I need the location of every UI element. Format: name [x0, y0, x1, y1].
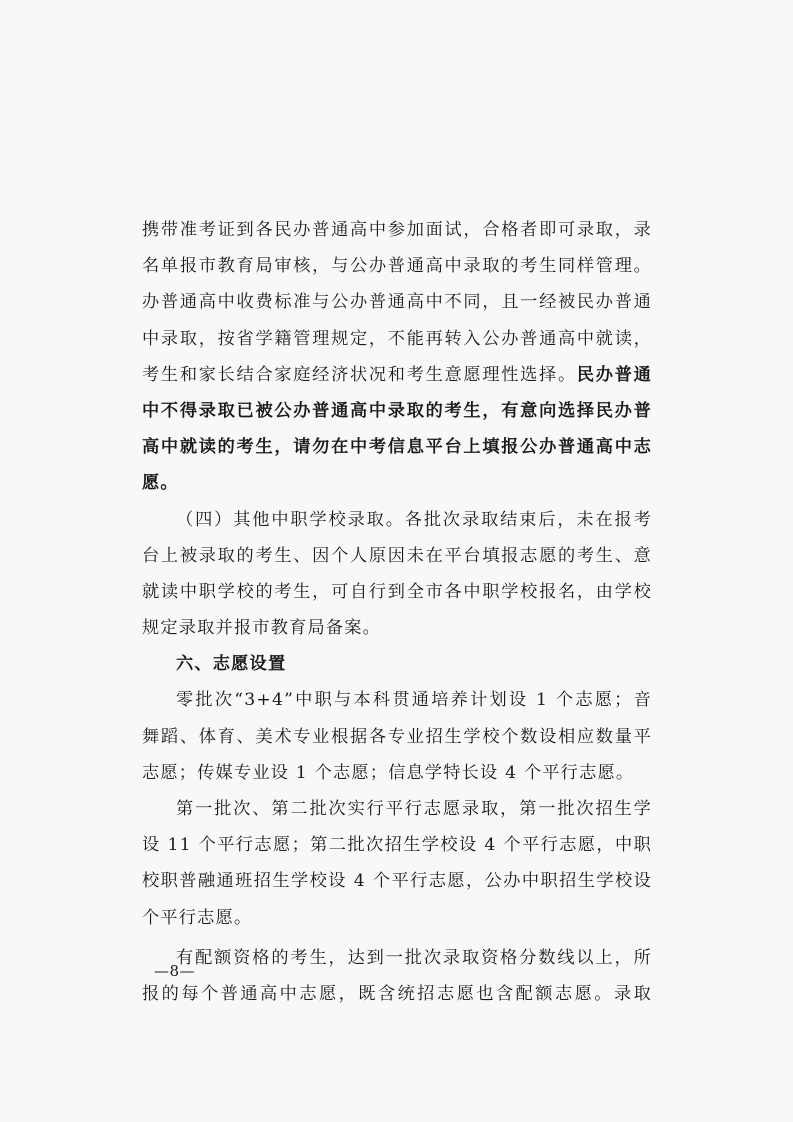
bold-notice-line: 中不得录取已被公办普通高中录取的考生，有意向选择民办普: [142, 400, 652, 421]
paragraph-line: （四）其他中职学校录取。各批次录取结束后，未在报考: [176, 509, 652, 530]
paragraph-line: 办普通高中收费标准与公办普通高中不同，且一经被民办普通: [142, 292, 652, 313]
paragraph-line: 志愿；传媒专业设 1 个志愿；信息学特长设 4 个平行志愿。: [142, 762, 635, 783]
page-number: —8—: [154, 962, 196, 980]
paragraph-line: 携带准考证到各民办普通高中参加面试，合格者即可录取，录: [142, 220, 652, 240]
bold-notice-line: 高中就读的考生，请勿在中考信息平台上填报公办普通高中志: [142, 437, 652, 458]
paragraph-line: 有配额资格的考生，达到一批次录取资格分数线以上，所: [176, 947, 652, 968]
paragraph-line: 舞蹈、体育、美术专业根据各专业招生学校个数设相应数量平: [142, 726, 652, 747]
paragraph-line: 中录取，按省学籍管理规定，不能再转入公办普通高中就读，: [142, 328, 652, 349]
body-text: [142, 212, 652, 1012]
paragraph-line: 零批次“3+4”中职与本科贯通培养计划设 1 个志愿；音: [176, 690, 652, 711]
paragraph-line: 规定录取并报市教育局备案。: [142, 618, 382, 639]
paragraph-line: 报的每个普通高中志愿，既含统招志愿也含配额志愿。录取: [142, 983, 652, 1004]
paragraph-line: 个平行志愿。: [142, 907, 253, 928]
paragraph-line: 设 11 个平行志愿；第二批次招生学校设 4 个平行志愿，中职: [142, 835, 652, 856]
paragraph-line: 校职普融通班招生学校设 4 个平行志愿，公办中职招生学校设: [142, 871, 652, 892]
bold-notice-text: 民办普通: [576, 364, 652, 385]
paragraph-line: 考生和家长结合家庭经济状况和考生意愿理性选择。民办普通: [142, 357, 652, 393]
section-heading: 六、志愿设置: [176, 654, 287, 675]
bold-notice-line: 愿。: [142, 473, 179, 494]
paragraph-line: 第一批次、第二批次实行平行志愿录取，第一批次招生学: [176, 799, 652, 819]
paragraph-line: 名单报市教育局审核，与公办普通高中录取的考生同样管理。: [142, 256, 652, 277]
paragraph-line: 就读中职学校的考生，可自行到全市各中职学校报名，由学校: [142, 581, 652, 602]
paragraph-line: 台上被录取的考生、因个人原因未在平台填报志愿的考生、意: [142, 545, 652, 566]
